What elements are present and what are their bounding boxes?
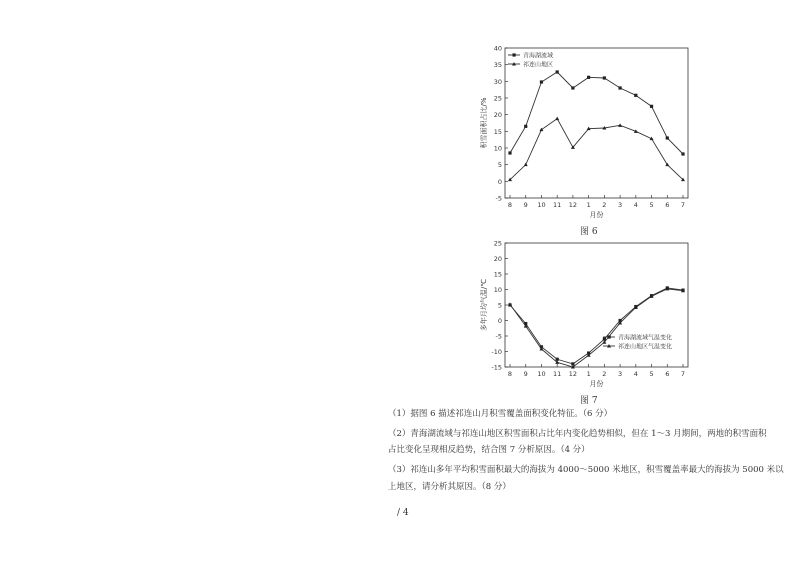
- data-point: [571, 86, 574, 89]
- data-point: [524, 125, 527, 128]
- figure-6-caption: 图 6: [580, 227, 598, 237]
- data-point: [603, 76, 606, 79]
- y-tick-label: 30: [493, 77, 502, 86]
- data-point: [618, 86, 621, 89]
- y-tick-label: 20: [493, 111, 502, 120]
- data-point: [681, 152, 684, 155]
- y-axis-label: 积雪面积占比/%: [480, 97, 488, 149]
- y-tick-label: 15: [493, 127, 502, 136]
- series-line-1: [510, 119, 683, 180]
- y-tick-label: 40: [493, 44, 502, 53]
- x-tick-label: 2: [602, 370, 607, 378]
- x-tick-label: 1: [586, 370, 591, 378]
- x-tick-label: 12: [568, 370, 578, 378]
- x-axis-label: 月份: [589, 380, 604, 388]
- x-tick-label: 9: [523, 370, 528, 378]
- x-tick-label: 11: [553, 201, 562, 209]
- x-tick-label: 3: [618, 201, 623, 209]
- x-tick-label: 11: [553, 370, 562, 378]
- y-tick-label: 25: [493, 239, 502, 248]
- figure-7-caption: 图 7: [580, 396, 598, 406]
- data-point: [555, 117, 559, 121]
- y-tick-label: 10: [493, 144, 502, 153]
- x-tick-label: 6: [665, 201, 670, 209]
- y-tick-label: 35: [493, 61, 502, 70]
- series-line-0: [510, 288, 683, 364]
- x-tick-label: 6: [665, 370, 670, 378]
- data-point: [508, 151, 511, 154]
- x-tick-label: 12: [568, 201, 578, 209]
- x-tick-label: 4: [633, 370, 638, 378]
- data-point: [587, 76, 590, 79]
- page-number: / 4: [397, 508, 409, 518]
- x-tick-label: 7: [680, 201, 686, 209]
- y-tick-label: 0: [497, 177, 502, 186]
- snow-cover-chart: [478, 38, 693, 238]
- question-1: （1）据图 6 描述祁连山月积雪覆盖面积变化特征。（6 分）: [388, 409, 613, 419]
- x-tick-label: 8: [507, 201, 513, 209]
- y-tick-label: -5: [495, 332, 502, 341]
- question-3-line-2: 上地区，请分析其原因。（8 分）: [388, 482, 511, 492]
- x-tick-label: 10: [537, 201, 546, 209]
- y-tick-label: 20: [493, 255, 502, 263]
- plot-frame: [505, 48, 688, 198]
- legend-label: 祁连山地区: [523, 61, 554, 69]
- legend-marker: [608, 335, 611, 338]
- question-3-line-1: （3）祁连山多年平均积雪面积最大的海拔为 4000～5000 米地区，积雪覆盖率最大的海拔为 5000 米以: [388, 465, 784, 475]
- legend-label: 祁连山地区气温变化: [618, 343, 673, 351]
- y-tick-label: 5: [497, 301, 502, 310]
- y-tick-label: 10: [493, 286, 502, 294]
- y-tick-label: 25: [493, 94, 502, 103]
- x-tick-label: 1: [586, 201, 591, 209]
- y-tick-label: 0: [497, 317, 502, 325]
- x-tick-label: 5: [649, 201, 654, 209]
- data-point: [634, 94, 637, 97]
- x-axis-label: 月份: [589, 211, 604, 219]
- x-tick-label: 2: [602, 201, 607, 209]
- series-line-1: [510, 289, 683, 367]
- question-2-line-2: 占比变化呈现相反趋势，结合图 7 分析原因。（4 分）: [388, 445, 590, 455]
- x-tick-label: 3: [618, 370, 623, 378]
- temperature-chart: [478, 235, 693, 405]
- y-tick-label: -10: [491, 348, 502, 356]
- data-point: [524, 163, 528, 167]
- x-tick-label: 8: [507, 370, 513, 378]
- y-tick-label: 15: [493, 270, 502, 279]
- y-axis-label: 多年月均气温/℃: [480, 278, 488, 332]
- y-tick-label: -5: [495, 194, 502, 203]
- data-point: [618, 123, 622, 127]
- y-tick-label: 5: [497, 161, 502, 170]
- data-point: [556, 70, 559, 73]
- x-tick-label: 4: [633, 201, 638, 209]
- question-2-line-1: （2）青海湖流域与祁连山地区积雪面积占比年内变化趋势相似，但在 1～3 月期间，两地的积雪面积: [388, 429, 767, 439]
- data-point: [650, 105, 653, 108]
- x-tick-label: 9: [523, 201, 528, 209]
- x-tick-label: 7: [680, 370, 686, 378]
- legend-label: 青海湖流域: [523, 52, 554, 60]
- y-tick-label: -15: [491, 363, 502, 372]
- legend-marker: [513, 53, 516, 56]
- x-tick-label: 10: [537, 370, 546, 378]
- legend-label: 青海湖流域气温变化: [618, 334, 673, 342]
- data-point: [666, 136, 669, 139]
- data-point: [540, 80, 543, 83]
- x-tick-label: 5: [649, 370, 654, 378]
